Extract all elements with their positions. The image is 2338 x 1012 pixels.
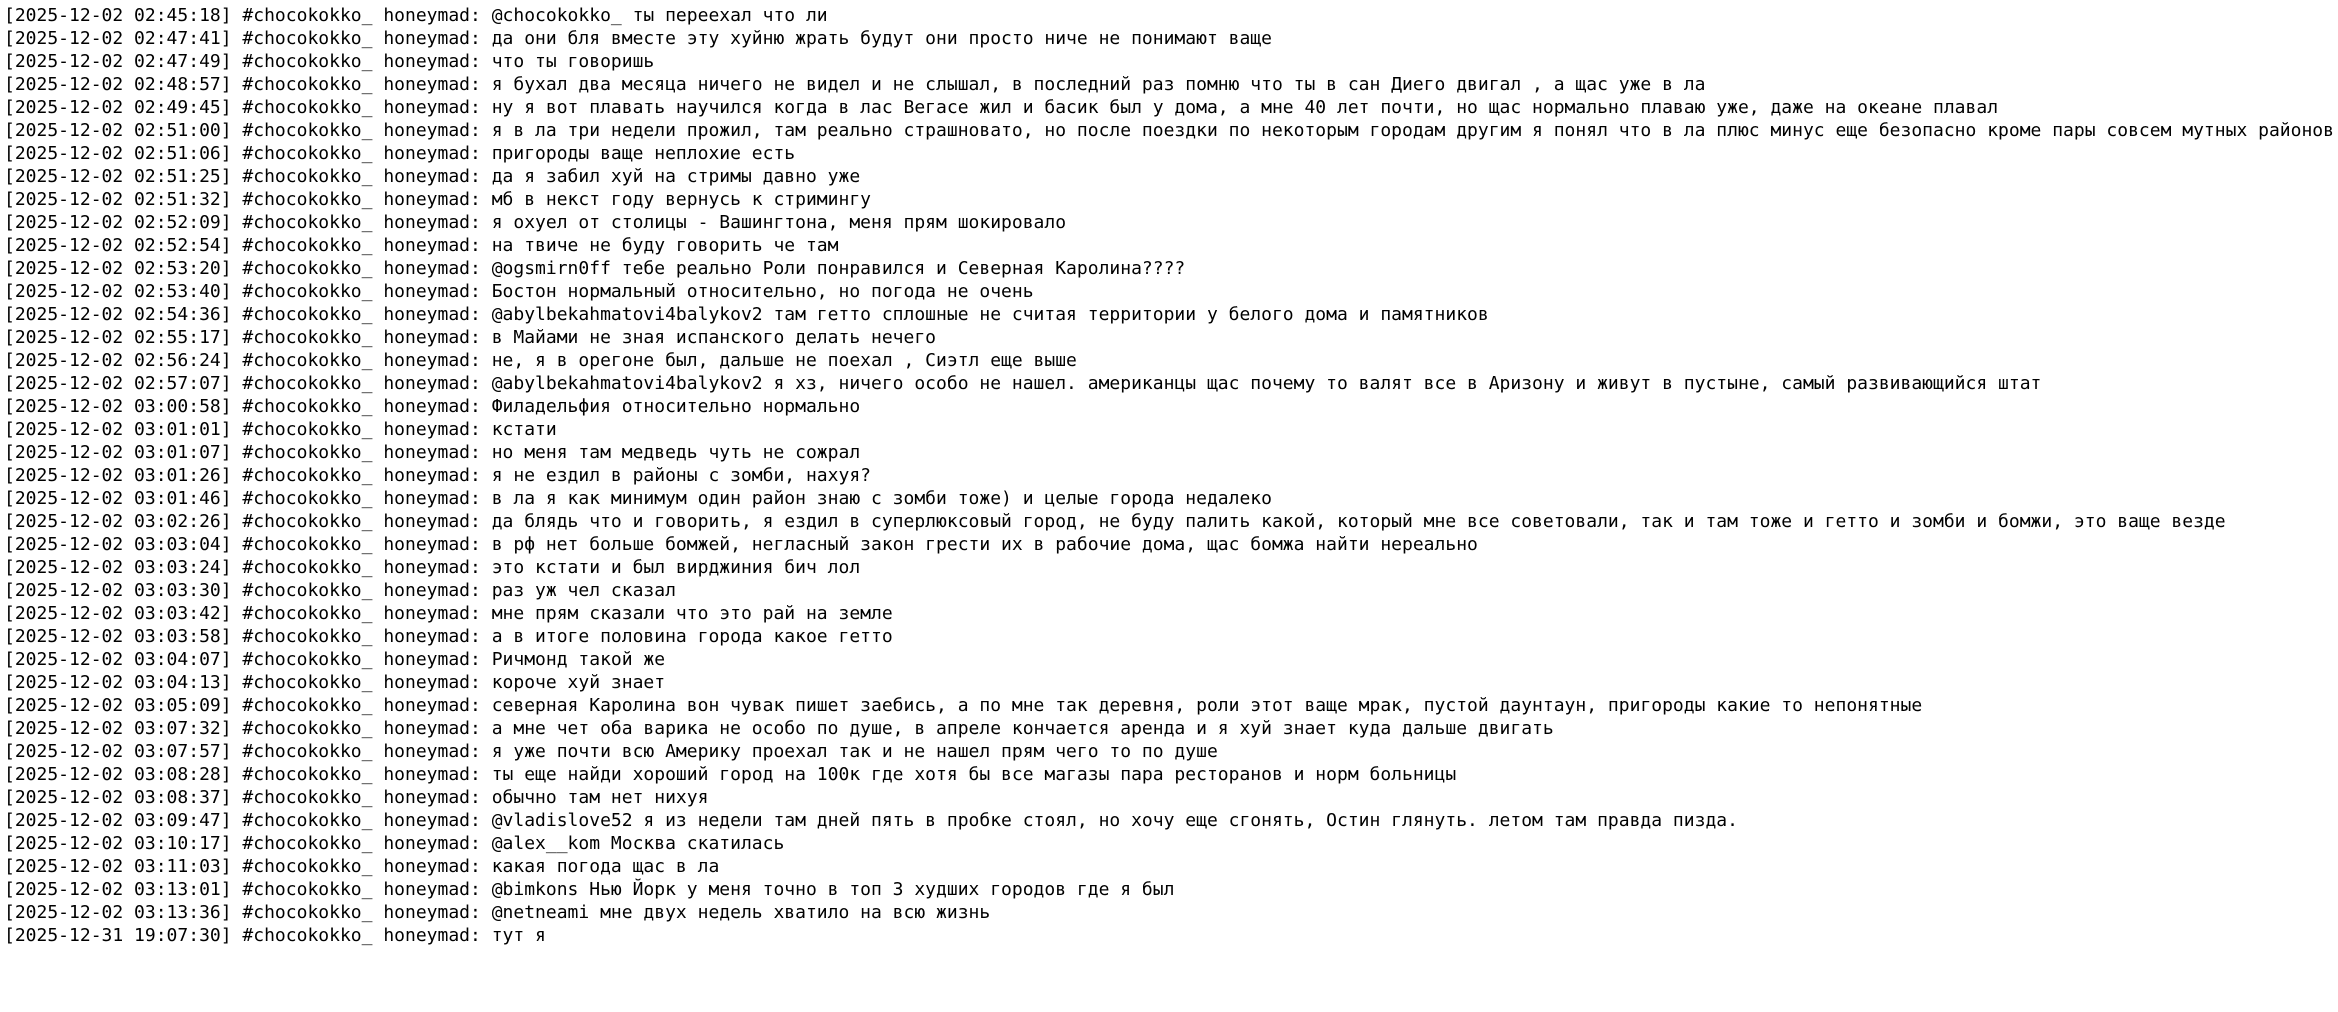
log-user: honeymad: bbox=[383, 856, 481, 877]
log-message: да блядь что и говорить, я ездил в суперлюксовый город, не буду палить какой, который мне все советовали, так и там тоже и гетто и зомби и бомжи, это ваще везде bbox=[491, 511, 2226, 532]
chat-log bbox=[4, 4, 2334, 947]
log-timestamp: [2025-12-02 02:51:06] bbox=[4, 143, 232, 164]
log-timestamp: [2025-12-02 02:47:41] bbox=[4, 28, 232, 49]
log-channel: #chocokokko_ bbox=[242, 672, 373, 693]
log-line bbox=[4, 602, 2334, 625]
log-channel: #chocokokko_ bbox=[242, 143, 373, 164]
log-channel: #chocokokko_ bbox=[242, 833, 373, 854]
log-channel: #chocokokko_ bbox=[242, 442, 373, 463]
log-user: honeymad: bbox=[383, 97, 481, 118]
log-message: @netneami мне двух недель хватило на всю жизнь bbox=[491, 902, 991, 923]
log-channel: #chocokokko_ bbox=[242, 74, 373, 95]
log-user: honeymad: bbox=[383, 810, 481, 831]
log-channel: #chocokokko_ bbox=[242, 649, 373, 670]
log-timestamp: [2025-12-02 03:01:07] bbox=[4, 442, 232, 463]
log-user: honeymad: bbox=[383, 488, 481, 509]
log-message: я уже почти всю Америку проехал так и не нашел прям чего то по душе bbox=[491, 741, 1218, 762]
log-line bbox=[4, 188, 2334, 211]
log-message: я охуел от столицы - Вашингтона, меня прям шокировало bbox=[491, 212, 1067, 233]
log-message: тут я bbox=[491, 925, 546, 946]
log-user: honeymad: bbox=[383, 51, 481, 72]
log-channel: #chocokokko_ bbox=[242, 281, 373, 302]
log-channel: #chocokokko_ bbox=[242, 258, 373, 279]
log-timestamp: [2025-12-02 03:03:24] bbox=[4, 557, 232, 578]
log-channel: #chocokokko_ bbox=[242, 810, 373, 831]
log-channel: #chocokokko_ bbox=[242, 787, 373, 808]
log-timestamp: [2025-12-02 02:45:18] bbox=[4, 5, 232, 26]
log-line bbox=[4, 303, 2334, 326]
log-timestamp: [2025-12-31 19:07:30] bbox=[4, 925, 232, 946]
log-channel: #chocokokko_ bbox=[242, 557, 373, 578]
log-line bbox=[4, 142, 2334, 165]
log-message: пригороды ваще неплохие есть bbox=[491, 143, 796, 164]
log-user: honeymad: bbox=[383, 741, 481, 762]
log-timestamp: [2025-12-02 03:08:28] bbox=[4, 764, 232, 785]
log-message: я в ла три недели прожил, там реально страшновато, но после поездки по некоторым городам другим я понял что в ла плюс минус еще безопасно кроме пары совсем мутных районов bbox=[491, 120, 2334, 141]
log-timestamp: [2025-12-02 02:51:00] bbox=[4, 120, 232, 141]
log-timestamp: [2025-12-02 02:52:09] bbox=[4, 212, 232, 233]
log-channel: #chocokokko_ bbox=[242, 51, 373, 72]
log-message: ты еще найди хороший город на 100к где хотя бы все магазы пара ресторанов и норм больницы bbox=[491, 764, 1457, 785]
log-message: @ogsmirn0ff тебе реально Роли понравился и Северная Каролина???? bbox=[491, 258, 1186, 279]
log-line bbox=[4, 533, 2334, 556]
log-channel: #chocokokko_ bbox=[242, 189, 373, 210]
log-channel: #chocokokko_ bbox=[242, 603, 373, 624]
log-line bbox=[4, 579, 2334, 602]
log-user: honeymad: bbox=[383, 879, 481, 900]
log-user: honeymad: bbox=[383, 649, 481, 670]
log-timestamp: [2025-12-02 03:04:07] bbox=[4, 649, 232, 670]
log-channel: #chocokokko_ bbox=[242, 511, 373, 532]
log-line bbox=[4, 257, 2334, 280]
log-user: honeymad: bbox=[383, 902, 481, 923]
log-message: @alex__kom Москва скатилась bbox=[491, 833, 785, 854]
log-message: в рф нет больше бомжей, негласный закон грести их в рабочие дома, щас бомжа найти нереально bbox=[491, 534, 1478, 555]
log-user: honeymad: bbox=[383, 787, 481, 808]
log-line bbox=[4, 878, 2334, 901]
log-user: honeymad: bbox=[383, 350, 481, 371]
log-user: honeymad: bbox=[383, 304, 481, 325]
log-channel: #chocokokko_ bbox=[242, 212, 373, 233]
log-channel: #chocokokko_ bbox=[242, 488, 373, 509]
log-channel: #chocokokko_ bbox=[242, 166, 373, 187]
log-message: @abylbekahmatovi4balykov2 я хз, ничего особо не нашел. американцы щас почему то валят все в Аризону и живут в пустыне, самый развивающийся штат bbox=[491, 373, 2042, 394]
log-message: северная Каролина вон чувак пишет заебись, а по мне так деревня, роли этот ваще мрак, пустой даунтаун, пригороды какие то непонятные bbox=[491, 695, 1923, 716]
log-line bbox=[4, 211, 2334, 234]
log-timestamp: [2025-12-02 03:01:26] bbox=[4, 465, 232, 486]
log-line bbox=[4, 395, 2334, 418]
log-channel: #chocokokko_ bbox=[242, 419, 373, 440]
log-line bbox=[4, 510, 2334, 533]
log-message: @abylbekahmatovi4balykov2 там гетто сплошные не считая территории у белого дома и памятников bbox=[491, 304, 1489, 325]
log-line bbox=[4, 464, 2334, 487]
log-user: honeymad: bbox=[383, 327, 481, 348]
log-message: не, я в орегоне был, дальше не поехал , Сиэтл еще выше bbox=[491, 350, 1077, 371]
log-channel: #chocokokko_ bbox=[242, 465, 373, 486]
log-timestamp: [2025-12-02 02:56:24] bbox=[4, 350, 232, 371]
log-user: honeymad: bbox=[383, 189, 481, 210]
log-channel: #chocokokko_ bbox=[242, 5, 373, 26]
log-timestamp: [2025-12-02 02:48:57] bbox=[4, 74, 232, 95]
log-message: какая погода щас в ла bbox=[491, 856, 720, 877]
log-channel: #chocokokko_ bbox=[242, 626, 373, 647]
log-timestamp: [2025-12-02 03:02:26] bbox=[4, 511, 232, 532]
log-user: honeymad: bbox=[383, 672, 481, 693]
log-channel: #chocokokko_ bbox=[242, 580, 373, 601]
log-timestamp: [2025-12-02 02:51:32] bbox=[4, 189, 232, 210]
log-user: honeymad: bbox=[383, 764, 481, 785]
log-channel: #chocokokko_ bbox=[242, 350, 373, 371]
log-channel: #chocokokko_ bbox=[242, 856, 373, 877]
log-user: honeymad: bbox=[383, 603, 481, 624]
log-channel: #chocokokko_ bbox=[242, 373, 373, 394]
log-timestamp: [2025-12-02 03:10:17] bbox=[4, 833, 232, 854]
log-line bbox=[4, 556, 2334, 579]
log-message: обычно там нет нихуя bbox=[491, 787, 709, 808]
log-line bbox=[4, 809, 2334, 832]
log-user: honeymad: bbox=[383, 120, 481, 141]
log-channel: #chocokokko_ bbox=[242, 695, 373, 716]
log-message: на твиче не буду говорить че там bbox=[491, 235, 839, 256]
log-message: а в итоге половина города какое гетто bbox=[491, 626, 893, 647]
log-timestamp: [2025-12-02 03:05:09] bbox=[4, 695, 232, 716]
log-user: honeymad: bbox=[383, 442, 481, 463]
log-line bbox=[4, 625, 2334, 648]
log-user: honeymad: bbox=[383, 143, 481, 164]
log-message: Филадельфия относительно нормально bbox=[491, 396, 861, 417]
log-user: honeymad: bbox=[383, 281, 481, 302]
log-user: honeymad: bbox=[383, 580, 481, 601]
log-message: что ты говоришь bbox=[491, 51, 655, 72]
log-user: honeymad: bbox=[383, 925, 481, 946]
log-user: honeymad: bbox=[383, 28, 481, 49]
log-timestamp: [2025-12-02 03:00:58] bbox=[4, 396, 232, 417]
log-message: в Майами не зная испанского делать нечего bbox=[491, 327, 937, 348]
log-line bbox=[4, 280, 2334, 303]
log-channel: #chocokokko_ bbox=[242, 235, 373, 256]
log-timestamp: [2025-12-02 03:01:01] bbox=[4, 419, 232, 440]
log-timestamp: [2025-12-02 02:53:40] bbox=[4, 281, 232, 302]
log-timestamp: [2025-12-02 03:03:04] bbox=[4, 534, 232, 555]
log-channel: #chocokokko_ bbox=[242, 718, 373, 739]
log-line bbox=[4, 27, 2334, 50]
log-message: да они бля вместе эту хуйню жрать будут они просто ниче не понимают ваще bbox=[491, 28, 1272, 49]
log-user: honeymad: bbox=[383, 258, 481, 279]
log-timestamp: [2025-12-02 02:52:54] bbox=[4, 235, 232, 256]
log-timestamp: [2025-12-02 02:51:25] bbox=[4, 166, 232, 187]
log-user: honeymad: bbox=[383, 235, 481, 256]
log-channel: #chocokokko_ bbox=[242, 396, 373, 417]
log-user: honeymad: bbox=[383, 396, 481, 417]
log-channel: #chocokokko_ bbox=[242, 902, 373, 923]
log-channel: #chocokokko_ bbox=[242, 304, 373, 325]
log-channel: #chocokokko_ bbox=[242, 28, 373, 49]
log-user: honeymad: bbox=[383, 511, 481, 532]
log-timestamp: [2025-12-02 02:49:45] bbox=[4, 97, 232, 118]
log-user: honeymad: bbox=[383, 74, 481, 95]
log-line bbox=[4, 740, 2334, 763]
log-channel: #chocokokko_ bbox=[242, 741, 373, 762]
log-user: honeymad: bbox=[383, 718, 481, 739]
log-message: раз уж чел сказал bbox=[491, 580, 676, 601]
log-user: honeymad: bbox=[383, 5, 481, 26]
log-message: да я забил хуй на стримы давно уже bbox=[491, 166, 861, 187]
log-line bbox=[4, 96, 2334, 119]
log-user: honeymad: bbox=[383, 557, 481, 578]
log-user: honeymad: bbox=[383, 626, 481, 647]
log-timestamp: [2025-12-02 03:03:42] bbox=[4, 603, 232, 624]
log-message: @vladislove52 я из недели там дней пять в пробке стоял, но хочу еще сгонять, Остин глянуть. летом там правда пизда. bbox=[491, 810, 1738, 831]
log-timestamp: [2025-12-02 03:13:36] bbox=[4, 902, 232, 923]
log-line bbox=[4, 234, 2334, 257]
log-message: @chocokokko_ ты переехал что ли bbox=[491, 5, 828, 26]
log-timestamp: [2025-12-02 03:07:32] bbox=[4, 718, 232, 739]
log-timestamp: [2025-12-02 02:54:36] bbox=[4, 304, 232, 325]
log-user: honeymad: bbox=[383, 212, 481, 233]
log-message: мне прям сказали что это рай на земле bbox=[491, 603, 893, 624]
log-channel: #chocokokko_ bbox=[242, 327, 373, 348]
log-line bbox=[4, 832, 2334, 855]
log-message: это кстати и был вирджиния бич лол bbox=[491, 557, 861, 578]
log-message: @bimkons Нью Йорк у меня точно в топ 3 худших городов где я был bbox=[491, 879, 1175, 900]
log-timestamp: [2025-12-02 02:55:17] bbox=[4, 327, 232, 348]
log-user: honeymad: bbox=[383, 833, 481, 854]
log-timestamp: [2025-12-02 02:47:49] bbox=[4, 51, 232, 72]
log-timestamp: [2025-12-02 03:03:30] bbox=[4, 580, 232, 601]
log-timestamp: [2025-12-02 03:09:47] bbox=[4, 810, 232, 831]
log-timestamp: [2025-12-02 03:08:37] bbox=[4, 787, 232, 808]
log-line bbox=[4, 648, 2334, 671]
log-line bbox=[4, 694, 2334, 717]
log-line bbox=[4, 671, 2334, 694]
log-line bbox=[4, 73, 2334, 96]
log-user: honeymad: bbox=[383, 534, 481, 555]
log-timestamp: [2025-12-02 03:03:58] bbox=[4, 626, 232, 647]
log-timestamp: [2025-12-02 03:07:57] bbox=[4, 741, 232, 762]
log-channel: #chocokokko_ bbox=[242, 97, 373, 118]
log-line bbox=[4, 901, 2334, 924]
log-channel: #chocokokko_ bbox=[242, 120, 373, 141]
log-line bbox=[4, 924, 2334, 947]
log-line bbox=[4, 855, 2334, 878]
log-line bbox=[4, 349, 2334, 372]
log-line bbox=[4, 441, 2334, 464]
log-line bbox=[4, 717, 2334, 740]
log-timestamp: [2025-12-02 03:13:01] bbox=[4, 879, 232, 900]
log-line bbox=[4, 418, 2334, 441]
log-message: я бухал два месяца ничего не видел и не слышал, в последний раз помню что ты в сан Диего двигал , а щас уже в ла bbox=[491, 74, 1706, 95]
log-message: кстати bbox=[491, 419, 557, 440]
log-timestamp: [2025-12-02 03:01:46] bbox=[4, 488, 232, 509]
log-line bbox=[4, 786, 2334, 809]
log-line bbox=[4, 165, 2334, 188]
log-message: короче хуй знает bbox=[491, 672, 666, 693]
log-line bbox=[4, 119, 2334, 142]
log-channel: #chocokokko_ bbox=[242, 534, 373, 555]
log-timestamp: [2025-12-02 03:04:13] bbox=[4, 672, 232, 693]
log-message: я не ездил в районы с зомби, нахуя? bbox=[491, 465, 871, 486]
log-message: но меня там медведь чуть не сожрал bbox=[491, 442, 861, 463]
log-channel: #chocokokko_ bbox=[242, 764, 373, 785]
log-user: honeymad: bbox=[383, 465, 481, 486]
log-timestamp: [2025-12-02 02:53:20] bbox=[4, 258, 232, 279]
log-user: honeymad: bbox=[383, 419, 481, 440]
log-message: ну я вот плавать научился когда в лас Вегасе жил и басик был у дома, а мне 40 лет почти, но щас нормально плаваю уже, даже на океане плавал bbox=[491, 97, 1999, 118]
log-message: Бостон нормальный относительно, но погода не очень bbox=[491, 281, 1034, 302]
log-line bbox=[4, 763, 2334, 786]
log-message: в ла я как минимум один район знаю с зомби тоже) и целые города недалеко bbox=[491, 488, 1272, 509]
log-line bbox=[4, 50, 2334, 73]
log-line bbox=[4, 487, 2334, 510]
log-line bbox=[4, 326, 2334, 349]
log-message: а мне чет оба варика не особо по душе, в апреле кончается аренда и я хуй знает куда дальше двигать bbox=[491, 718, 1554, 739]
log-timestamp: [2025-12-02 02:57:07] bbox=[4, 373, 232, 394]
log-user: honeymad: bbox=[383, 166, 481, 187]
log-channel: #chocokokko_ bbox=[242, 925, 373, 946]
log-user: honeymad: bbox=[383, 373, 481, 394]
log-user: honeymad: bbox=[383, 695, 481, 716]
log-line bbox=[4, 372, 2334, 395]
log-channel: #chocokokko_ bbox=[242, 879, 373, 900]
log-message: Ричмонд такой же bbox=[491, 649, 666, 670]
log-message: мб в некст году вернусь к стримингу bbox=[491, 189, 871, 210]
log-line bbox=[4, 4, 2334, 27]
log-timestamp: [2025-12-02 03:11:03] bbox=[4, 856, 232, 877]
